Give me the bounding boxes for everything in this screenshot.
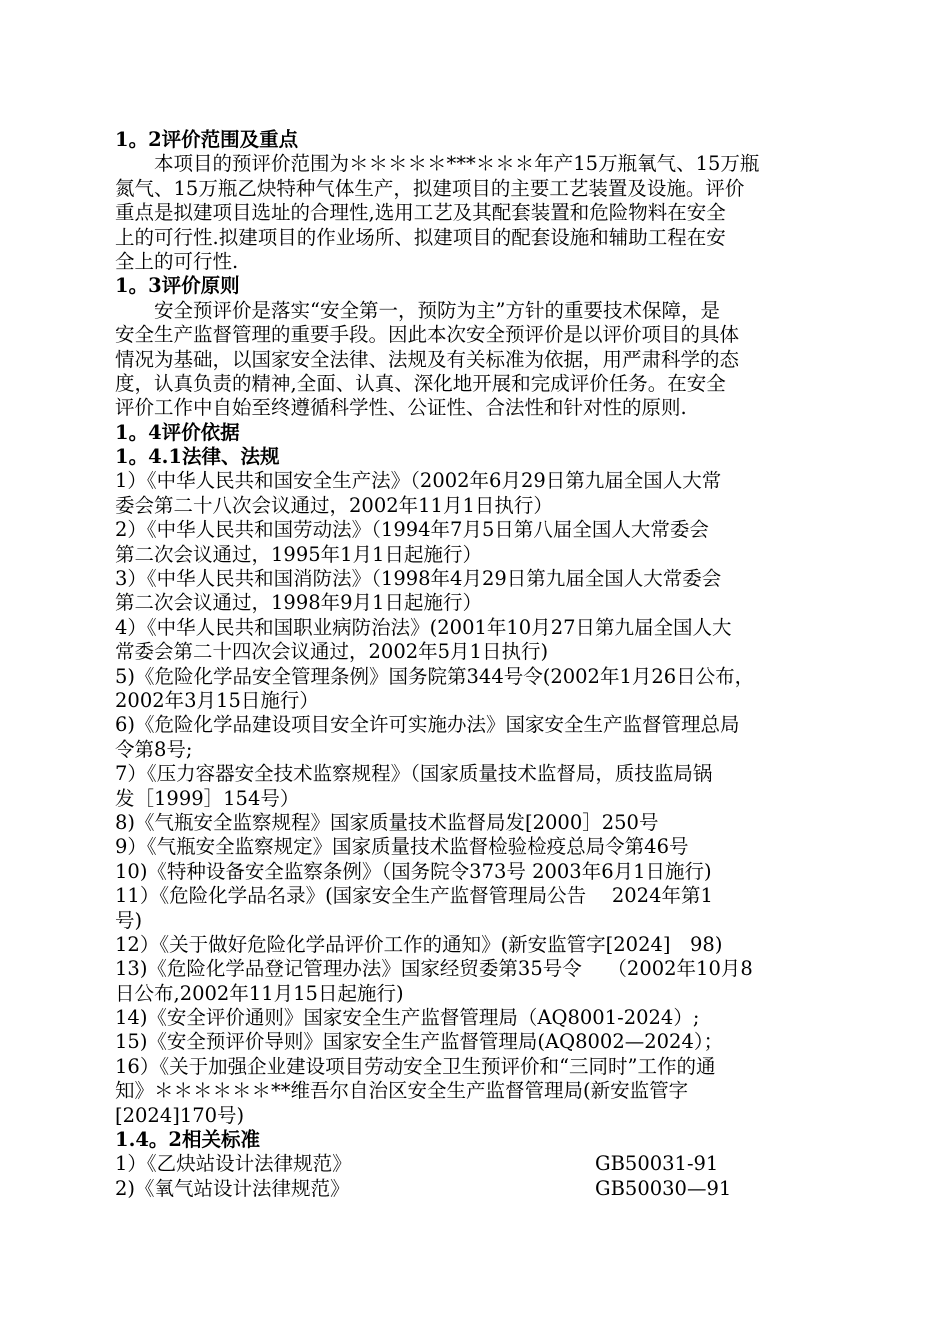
- list-item: 1）《中华人民共和国安全生产法》（2002年6月29日第九届全国人大常: [115, 469, 722, 493]
- list-item: 第二次会议通过，1995年1月1日起施行）: [115, 542, 482, 566]
- list-item: 日公布,2002年11月15日起施行): [115, 981, 404, 1005]
- section-heading-1-3: 1。3评价原则: [115, 274, 240, 298]
- paragraph-line: 度，认真负责的精神,全面、认真、深化地开展和完成评价任务。在安全: [115, 371, 726, 395]
- list-item: 5)《危险化学品安全管理条例》国务院第344号令(2002年1月26日公布，: [115, 664, 755, 688]
- list-item: 13)《危险化学品登记管理办法》国家经贸委第35号令 （2002年10月8: [115, 957, 753, 981]
- list-item: 2）《中华人民共和国劳动法》（1994年7月5日第八届全国人大常委会: [115, 518, 709, 542]
- paragraph-line: 上的可行性.拟建项目的作业场所、拟建项目的配套设施和辅助工程在安: [115, 225, 726, 249]
- list-item: 15)《安全预评价导则》国家安全生产监督管理局(AQ8002—2024）；: [115, 1030, 724, 1054]
- list-item: 10)《特种设备安全监察条例》（国务院令373号 2003年6月1日施行): [115, 859, 712, 883]
- section-heading-1-4: 1。4评价依据: [115, 420, 240, 444]
- paragraph-line: 重点是拟建项目选址的合理性,选用工艺及其配套装置和危险物料在安全: [115, 201, 726, 225]
- list-item: 11）《危险化学品名录》(国家安全生产监督管理局公告 2024年第1: [115, 884, 713, 908]
- standard-code: GB50030—91: [595, 1176, 732, 1200]
- standards-list: [115, 1152, 837, 1201]
- list-item: 2002年3月15日施行）: [115, 688, 319, 712]
- list-item: 号): [115, 908, 143, 932]
- paragraph-line: 情况为基础，以国家安全法律、法规及有关标准为依据，用严肃科学的态: [115, 347, 740, 371]
- list-item: 委会第二十八次会议通过，2002年11月1日执行）: [115, 493, 553, 517]
- list-item: 知》＊＊＊＊＊＊**维吾尔自治区安全生产监督管理局(新安监管字: [115, 1079, 689, 1103]
- list-item: 3）《中华人民共和国消防法》（1998年4月29日第九届全国人大常委会: [115, 567, 722, 591]
- laws-list: [115, 469, 837, 1128]
- standard-row: [115, 1177, 837, 1201]
- paragraph-line: 本项目的预评价范围为＊＊＊＊＊***＊＊＊年产15万瓶氧气、15万瓶: [154, 152, 760, 176]
- paragraph-line: 全上的可行性.: [115, 249, 239, 273]
- list-item: 7）《压力容器安全技术监察规程》（国家质量技术监督局，质技监局锅: [115, 762, 713, 786]
- list-item: 14)《安全评价通则》国家安全生产监督管理局（AQ8001-2024）;: [115, 1006, 700, 1030]
- paragraph-line: 评价工作中自始至终遵循科学性、公证性、合法性和针对性的原则.: [115, 396, 687, 420]
- list-item: 第二次会议通过，1998年9月1日起施行）: [115, 591, 482, 615]
- document-page: [115, 128, 837, 1201]
- standard-row: [115, 1152, 837, 1176]
- standard-code: GB50031-91: [595, 1152, 719, 1176]
- list-item: 发［1999］154号）: [115, 786, 300, 810]
- paragraph-line: 安全预评价是落实“安全第一，预防为主”方针的重要技术保障，是: [154, 298, 720, 322]
- list-item: 16）《关于加强企业建设项目劳动安全卫生预评价和“三同时”工作的通: [115, 1054, 716, 1078]
- standard-name: 1）《乙炔站设计法律规范》: [115, 1152, 352, 1176]
- standard-name: 2)《氧气站设计法律规范》: [115, 1176, 350, 1200]
- list-item: [2024]170号): [115, 1103, 245, 1127]
- scope-paragraph: [115, 152, 837, 274]
- list-item: 9）《气瓶安全监察规定》国家质量技术监督检验检疫总局令第46号: [115, 835, 689, 859]
- principles-paragraph: [115, 299, 837, 421]
- section-heading-1-4-2: 1.4。2相关标准: [115, 1128, 260, 1152]
- list-item: 4）《中华人民共和国职业病防治法》(2001年10月27日第九届全国人大: [115, 615, 732, 639]
- list-item: 12）《关于做好危险化学品评价工作的通知》(新安监管字[2024] 98): [115, 932, 723, 956]
- list-item: 令第8号;: [115, 737, 193, 761]
- list-item: 6)《危险化学品建设项目安全许可实施办法》国家安全生产监督管理总局: [115, 713, 740, 737]
- paragraph-line: 安全生产监督管理的重要手段。因此本次安全预评价是以评价项目的具体: [115, 323, 740, 347]
- list-item: 8)《气瓶安全监察规程》国家质量技术监督局发[2000］250号: [115, 810, 659, 834]
- paragraph-line: 氮气、15万瓶乙炔特种气体生产，拟建项目的主要工艺装置及设施。评价: [115, 176, 745, 200]
- section-heading-1-2: 1。2评价范围及重点: [115, 128, 299, 151]
- section-heading-1-4-1: 1。4.1法律、法规: [115, 445, 280, 469]
- list-item: 常委会第二十四次会议通过，2002年5月1日执行): [115, 640, 549, 664]
